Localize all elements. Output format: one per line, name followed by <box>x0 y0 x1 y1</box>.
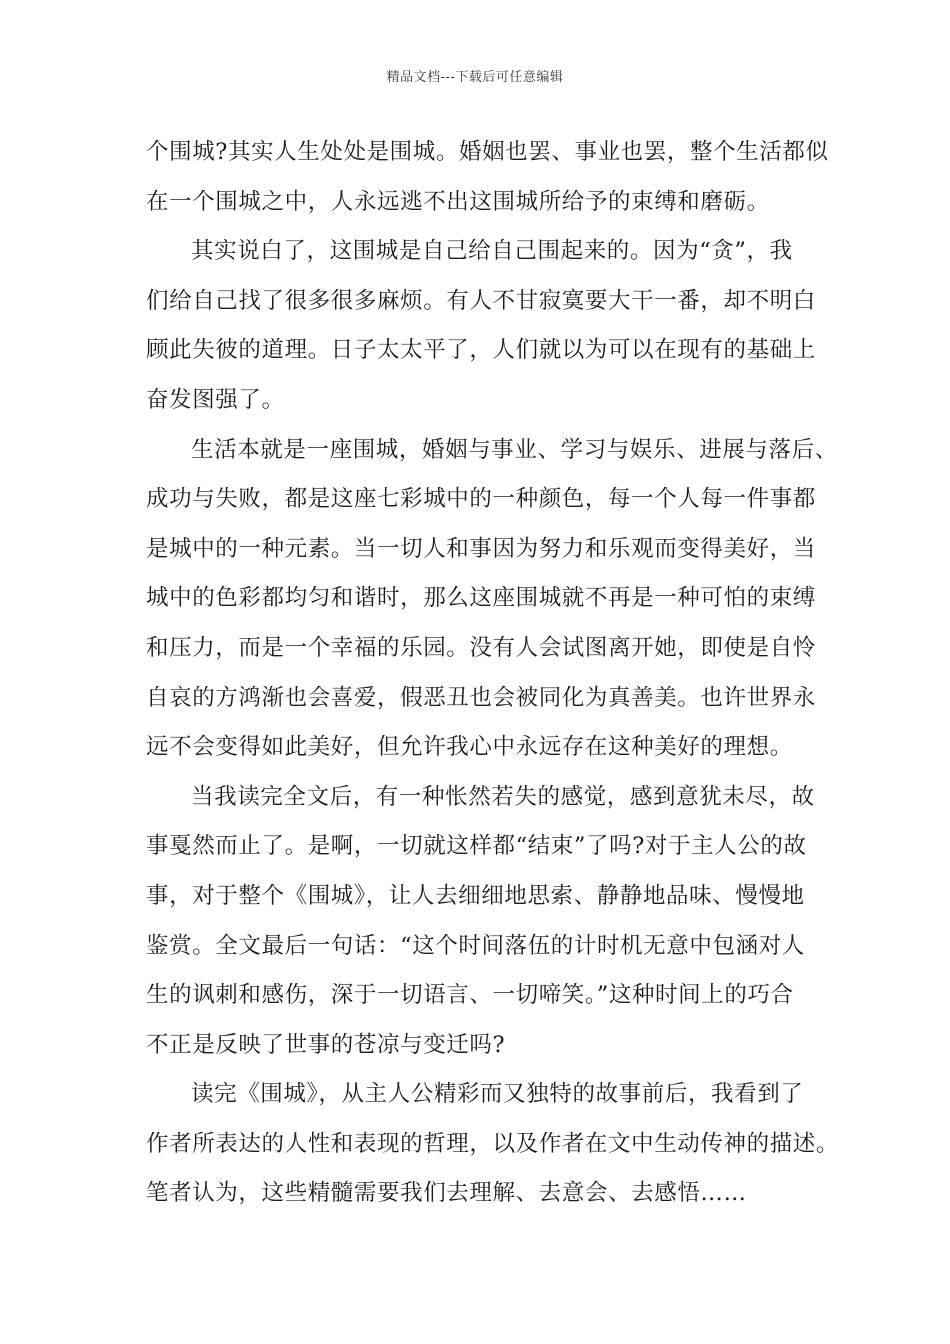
text-line: 和压力，而是一个幸福的乐园。没有人会试图离开她，即使是自怜 <box>146 634 816 661</box>
text-line: 不正是反映了世事的苍凉与变迁吗? <box>146 1031 506 1058</box>
text-line: 们给自己找了很多很多麻烦。有人不甘寂寞要大干一番，却不明白 <box>146 287 816 314</box>
text-line: 远不会变得如此美好，但允许我心中永远存在这种美好的理想。 <box>146 734 793 761</box>
text-line: 奋发图强了。 <box>146 386 285 413</box>
text-line: 个围城?其实人生处处是围城。婚姻也罢、事业也罢，整个生活都似 <box>146 139 829 165</box>
text-line: 事戛然而止了。是啊，一切就这样都“结束”了吗?对于主人公的故 <box>146 833 807 860</box>
text-line: 顾此失彼的道理。日子太太平了，人们就以为可以在现有的基础上 <box>146 337 816 364</box>
text-line: 生的讽刺和感伤，深于一切语言、一切啼笑。”这种时间上的巧合 <box>146 982 794 1009</box>
text-line: 是城中的一种元素。当一切人和事因为努力和乐观而变得美好，当 <box>146 535 816 562</box>
text-line: 自哀的方鸿渐也会喜爱，假恶丑也会被同化为真善美。也许世界永 <box>146 684 816 711</box>
paragraph-start-line: 其实说白了，这围城是自己给自己围起来的。因为“贪”，我 <box>191 238 793 265</box>
text-line: 事，对于整个《围城》，让人去细细地思索、静静地品味、慢慢地 <box>146 882 805 909</box>
text-line: 作者所表达的人性和表现的哲理，以及作者在文中生动传神的描述。 <box>146 1130 840 1157</box>
text-line: 在一个围城之中，人永远逃不出这围城所给予的束缚和磨砺。 <box>146 188 770 215</box>
paragraph-start-line: 生活本就是一座围城，婚姻与事业、学习与娱乐、进展与落后、 <box>191 436 838 463</box>
body-text <box>146 128 840 1219</box>
text-line: 城中的色彩都均匀和谐时，那么这座围城就不再是一种可怕的束缚 <box>146 585 816 612</box>
text-line: 鉴赏。全文最后一句话：“这个时间落伍的计时机无意中包涵对人 <box>146 932 805 959</box>
paragraph-start-line: 当我读完全文后，有一种怅然若失的感觉，感到意犹未尽，故 <box>191 783 815 810</box>
text-line: 笔者认为，这些精髓需要我们去理解、去意会、去感悟…… <box>146 1180 747 1207</box>
text-line: 成功与失败，都是这座七彩城中的一种颜色，每一个人每一件事都 <box>146 486 816 513</box>
paragraph-start-line: 读完《围城》，从主人公精彩而又独特的故事前后，我看到了 <box>191 1081 804 1108</box>
page-header: 精品文档---下载后可任意编辑 <box>386 70 564 85</box>
